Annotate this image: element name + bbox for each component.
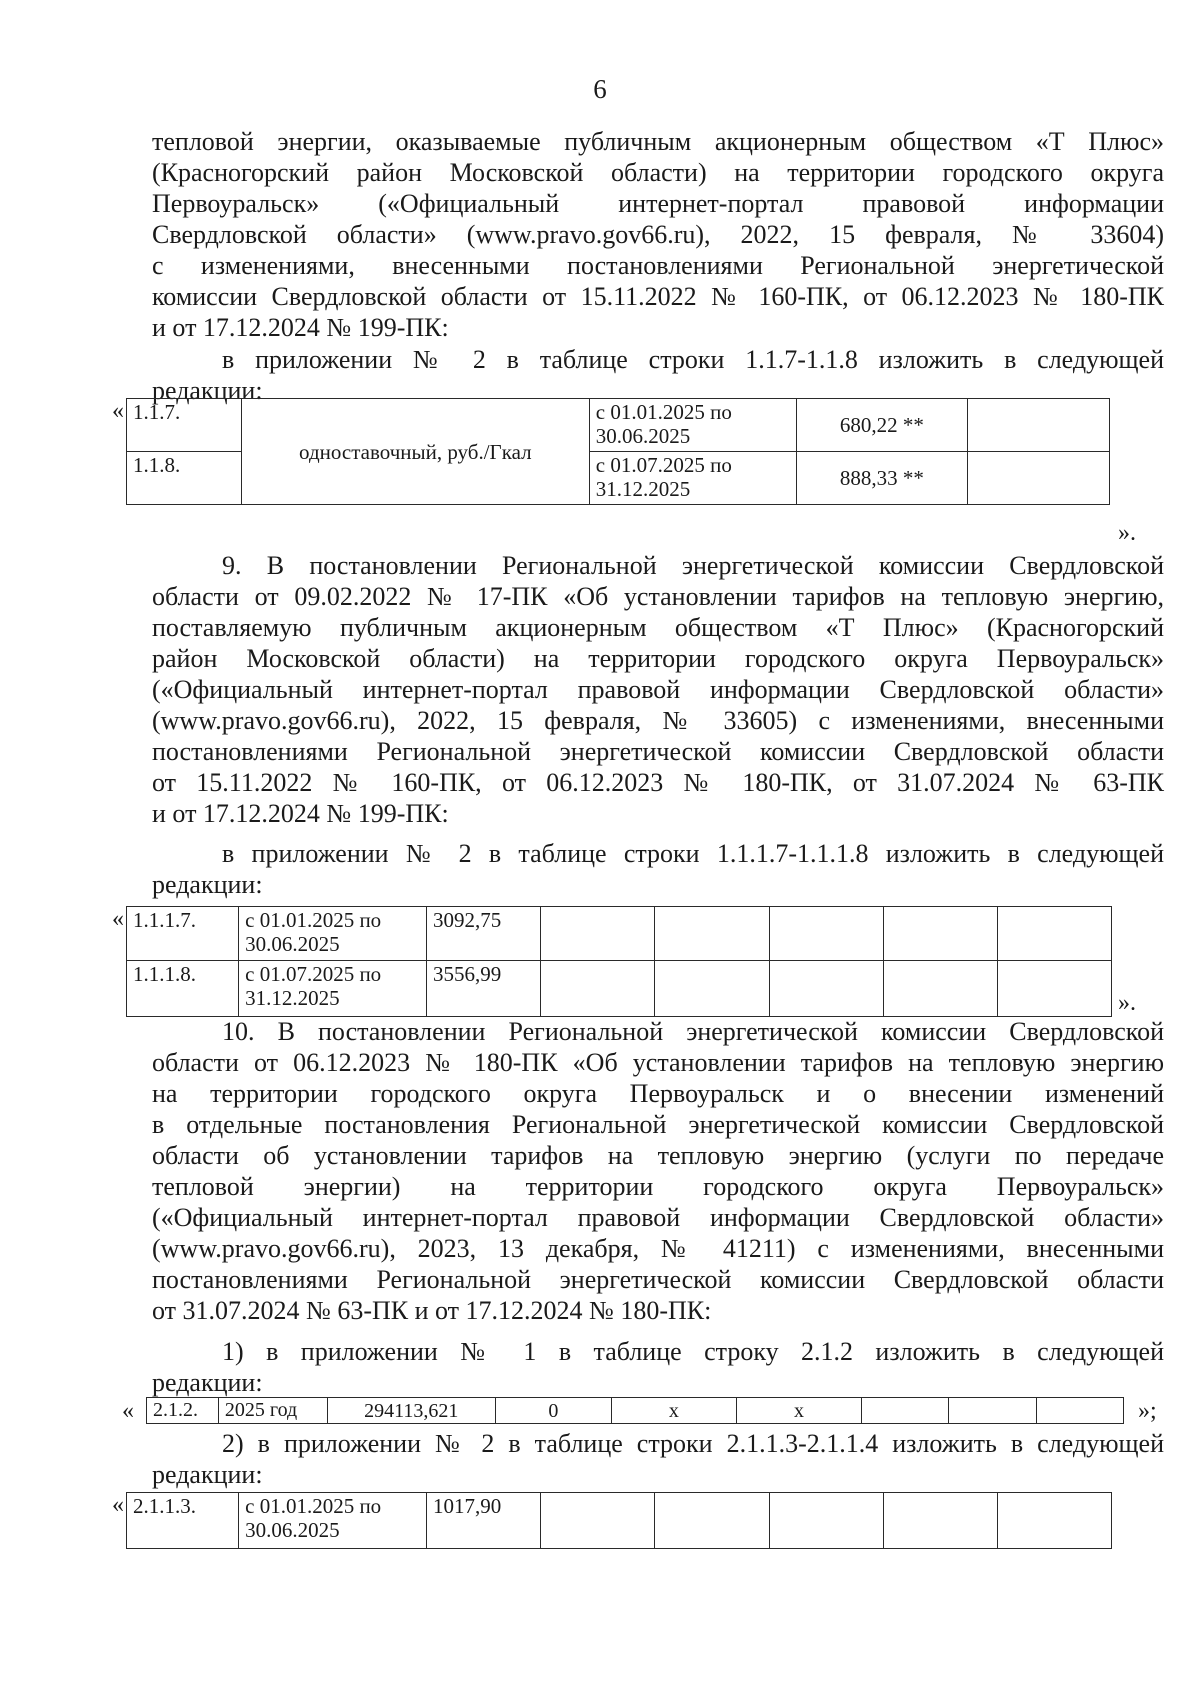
text-line: области об установлении тарифов на тепловую энергию (услуги по передаче [152,1141,1164,1170]
instruction-paragraph-4 [152,1428,1164,1490]
open-quote: « [122,1398,134,1424]
text-line: с изменениями, внесенными постановлениями Региональной энергетической [152,251,1164,280]
period-cell: с 01.07.2025 по 31.12.2025 [239,961,427,1017]
open-quote: « [112,398,124,424]
row-number: 1.1.1.7. [127,907,239,961]
value-cell: 888,33 ** [796,452,967,505]
text-line: на территории городского округа Первоуральск и о внесении изменений [152,1079,1164,1108]
text-line: в приложении № 2 в таблице строки 1.1.1.7-1.1.1.8 изложить в следующей [222,839,1164,868]
paragraph-9 [152,550,1164,829]
text-line: (www.pravo.gov66.ru), 2023, 13 декабря, № 41211) с изменениями, внесенными [152,1234,1164,1263]
text-line: от 31.07.2024 № 63-ПК и от 17.12.2024 № 180-ПК: [152,1296,712,1325]
text-line: 1) в приложении № 1 в таблице строку 2.1.2 изложить в следующей [222,1337,1164,1366]
row-number: 1.1.1.8. [127,961,239,1017]
instruction-paragraph-3 [152,1336,1164,1398]
empty-cell [968,452,1110,505]
text-line: постановлениями Региональной энергетической комиссии Свердловской области [152,1265,1164,1294]
period-cell: с 01.01.2025 по 30.06.2025 [239,907,427,961]
text-line: 9. В постановлении Региональной энергетической комиссии Свердловской [222,551,1164,580]
row-number: 1.1.7. [127,399,242,452]
text-line: области от 09.02.2022 № 17-ПК «Об установлении тарифов на тепловую энергию, [152,582,1164,611]
text-line: (www.pravo.gov66.ru), 2022, 15 февраля, № 33605) с изменениями, внесенными [152,706,1164,735]
row-number: 2.1.1.3. [127,1493,239,1549]
text-line: («Официальный интернет-портал правовой информации Свердловской области» [152,675,1164,704]
empty-cell [883,961,997,1017]
value-cell: 3556,99 [427,961,541,1017]
text-line: редакции: [152,376,263,405]
volume-table [146,1397,1124,1424]
paragraph-8-continuation [152,126,1164,343]
text-line: в приложении № 2 в таблице строки 1.1.7-1.1.8 изложить в следующей [222,345,1164,374]
tariff-type-label: одноставочный, руб./Гкал [241,399,589,505]
text-line: постановлениями Региональной энергетической комиссии Свердловской области [152,737,1164,766]
text-line: редакции: [152,1368,263,1397]
value-cell: 3092,75 [427,907,541,961]
empty-cell [541,907,655,961]
text-line: тепловой энергии) на территории городского округа Первоуральск» [152,1172,1164,1201]
text-line: в отдельные постановления Региональной энергетической комиссии Свердловской [152,1110,1164,1139]
row-number: 1.1.8. [127,452,242,505]
text-line: Свердловской области» (www.pravo.gov66.ru), 2022, 15 февраля, № 33604) [152,220,1164,249]
text-line: редакции: [152,1460,263,1489]
text-line: комиссии Свердловской области от 15.11.2022 № 160-ПК, от 06.12.2023 № 180-ПК [152,282,1164,311]
value-cell: 680,22 ** [796,399,967,452]
row-number: 2.1.2. [147,1398,219,1424]
close-quote: ». [1118,520,1136,546]
close-quote: »; [1138,1398,1157,1424]
paragraph-10 [152,1016,1164,1326]
empty-cell [655,1493,769,1549]
empty-cell [883,907,997,961]
empty-cell [997,907,1111,961]
text-line: области от 06.12.2023 № 180-ПК «Об установлении тарифов на тепловую энергию [152,1048,1164,1077]
text-line: и от 17.12.2024 № 199-ПК: [152,313,449,342]
empty-cell [968,399,1110,452]
empty-cell [541,961,655,1017]
tariff-table-1 [126,398,1110,505]
value-cell: х [611,1398,736,1424]
instruction-paragraph-2 [152,838,1164,900]
empty-cell [655,907,769,961]
value-cell: 0 [495,1398,611,1424]
text-line: («Официальный интернет-портал правовой информации Свердловской области» [152,1203,1164,1232]
empty-cell [655,961,769,1017]
tariff-table-3 [126,1492,1112,1549]
text-line: от 15.11.2022 № 160-ПК, от 06.12.2023 № 180-ПК, от 31.07.2024 № 63-ПК [152,768,1164,797]
text-line: 10. В постановлении Региональной энергетической комиссии Свердловской [222,1017,1164,1046]
text-line: редакции: [152,870,263,899]
value-cell: 1017,90 [427,1493,541,1549]
empty-cell [769,907,883,961]
text-line: Первоуральск» («Официальный интернет-портал правовой информации [152,189,1164,218]
text-line: и от 17.12.2024 № 199-ПК: [152,799,449,828]
empty-cell [862,1398,949,1424]
empty-cell [997,1493,1111,1549]
period-cell: с 01.07.2025 по 31.12.2025 [589,452,796,505]
period-cell: с 01.01.2025 по 30.06.2025 [589,399,796,452]
year-cell: 2025 год [218,1398,327,1424]
empty-cell [997,961,1111,1017]
empty-cell [541,1493,655,1549]
instruction-paragraph-1 [152,344,1164,406]
value-cell: х [736,1398,861,1424]
empty-cell [1036,1398,1123,1424]
close-quote: ». [1118,990,1136,1016]
period-cell: с 01.01.2025 по 30.06.2025 [239,1493,427,1549]
open-quote: « [112,1492,124,1518]
empty-cell [769,961,883,1017]
value-cell: 294113,621 [327,1398,495,1424]
empty-cell [883,1493,997,1549]
page-number: 6 [593,74,607,104]
text-line: тепловой энергии, оказываемые публичным акционерным обществом «Т Плюс» [152,127,1164,156]
text-line: (Красногорский район Московской области) на территории городского округа [152,158,1164,187]
tariff-table-2 [126,906,1112,1017]
text-line: поставляемую публичным акционерным обществом «Т Плюс» (Красногорский [152,613,1164,642]
open-quote: « [112,906,124,932]
empty-cell [949,1398,1036,1424]
text-line: 2) в приложении № 2 в таблице строки 2.1.1.3-2.1.1.4 изложить в следующей [222,1429,1164,1458]
text-line: район Московской области) на территории городского округа Первоуральск» [152,644,1164,673]
empty-cell [769,1493,883,1549]
